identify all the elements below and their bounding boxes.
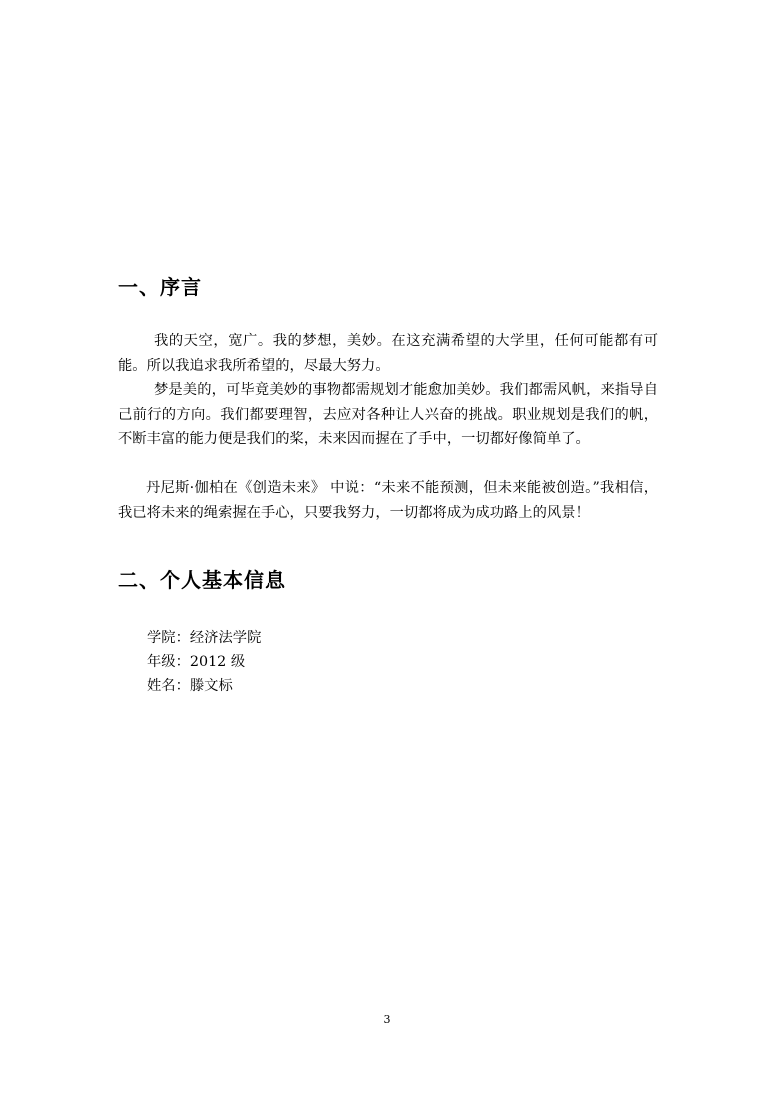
paragraph-text: 梦是美的，可毕竟美妙的事物都需规划才能愈加美妙。我们都需风帆，来指导自己前行的方向。我们都要理智，去应对各种让人兴奋的挑战。职业规划是我们的帆，不断丰富的能力便是我们的桨，未来因而握在了手中，一切都好像简单了。 [118, 382, 658, 447]
section-heading-personal-info: 二、个人基本信息 [118, 568, 286, 592]
paragraph-text: 我的天空，宽广。我的梦想，美妙。在这充满希望的大学里，任何可能都有可能。所以我追求我所希望的，尽最大努力。 [118, 333, 658, 374]
paragraph-text: 丹尼斯·伽柏在《创造未来》 中说：“未来不能预测，但未来能被创造。”我相信，我已将未来的绳索握在手心，只要我努力，一切都将成为成功路上的风景！ [118, 480, 658, 521]
preface-paragraph-2 [118, 378, 658, 452]
info-college: 学院：经济法学院 [147, 630, 262, 646]
preface-paragraph-1 [118, 329, 658, 378]
page-number: 3 [383, 1013, 391, 1026]
info-grade: 年级：2012 级 [147, 654, 246, 670]
preface-paragraph-3 [118, 476, 658, 525]
info-name: 姓名：滕文标 [147, 678, 233, 694]
section-heading-preface: 一、序言 [118, 275, 202, 299]
